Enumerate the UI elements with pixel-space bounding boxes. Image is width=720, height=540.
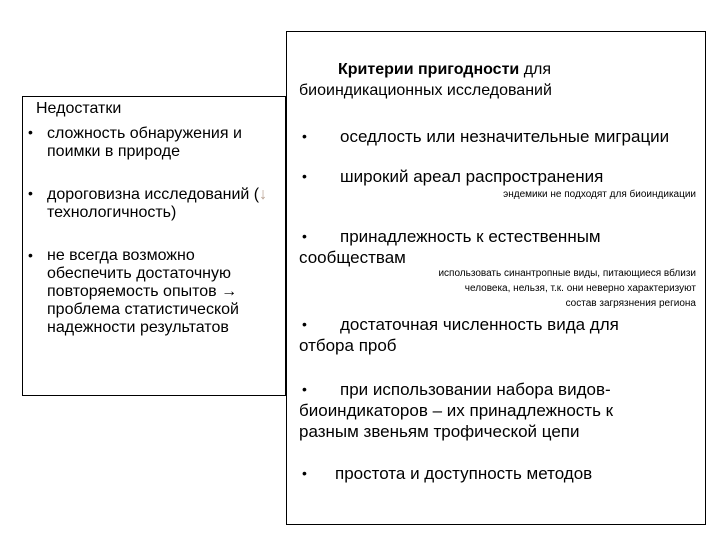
criteria-title-line2: биоиндикационных исследований <box>299 82 552 99</box>
criterion-5-line1: при использовании набора видов- <box>340 380 611 399</box>
deficiency-item-3-line4: проблема статистической <box>47 301 239 318</box>
criterion-3-note-line1: использовать синантропные виды, питающиеся вблизи <box>438 268 696 279</box>
deficiency-item-3-line5: надежности результатов <box>47 319 229 336</box>
bullet: • <box>302 465 307 481</box>
criterion-3-line1: принадлежность к естественным <box>340 227 601 246</box>
bullet: • <box>302 316 307 332</box>
criterion-6: простота и доступность методов <box>335 464 593 483</box>
deficiency-item-2-line1 <box>47 185 267 204</box>
bullet: • <box>28 247 33 263</box>
deficiency-item-3-line3: повторяемость опытов → <box>47 283 238 300</box>
criterion-4-line2: отбора проб <box>299 336 397 355</box>
criterion-5-line3: разным звеньям трофической цепи <box>299 422 580 441</box>
criterion-2-note: эндемики не подходят для биоиндикации <box>503 189 696 200</box>
deficiency-item-1-line1: сложность обнаружения и <box>47 125 242 142</box>
criterion-1: оседлость или незначительные миграции <box>340 127 670 146</box>
bullet: • <box>302 128 307 144</box>
criterion-5-line2: биоиндикаторов – их принадлежность к <box>299 401 614 420</box>
deficiency-item-3-line2: обеспечить достаточную <box>47 265 231 282</box>
bullet: • <box>302 228 307 244</box>
bullet: • <box>302 168 307 184</box>
criterion-3-note-line2: человека, нельзя, т.к. они неверно характеризуют <box>464 283 696 294</box>
deficiency-item-1-line2: поимки в природе <box>47 143 181 160</box>
bullet: • <box>302 381 307 397</box>
down-arrow-icon: ↓ <box>259 186 268 203</box>
criterion-3-line2: сообществам <box>299 248 406 267</box>
deficiencies-heading: Недостатки <box>36 100 122 117</box>
criterion-3-note-line3: состав загрязнения региона <box>565 298 696 309</box>
criteria-title-line1 <box>338 60 551 79</box>
criterion-4-line1: достаточная численность вида для <box>340 315 619 334</box>
criteria-title-bold: Критерии пригодности <box>338 61 520 78</box>
deficiency-item-2-line2: технологичность) <box>47 204 177 221</box>
criterion-2: широкий ареал распространения <box>340 167 604 186</box>
bullet: • <box>28 185 33 201</box>
criteria-title-rest: для <box>519 61 552 78</box>
deficiency-item-3-line1: не всегда возможно <box>47 247 195 264</box>
bullet: • <box>28 124 33 140</box>
deficiency-item-2-text: дороговизна исследований ( <box>47 186 260 203</box>
